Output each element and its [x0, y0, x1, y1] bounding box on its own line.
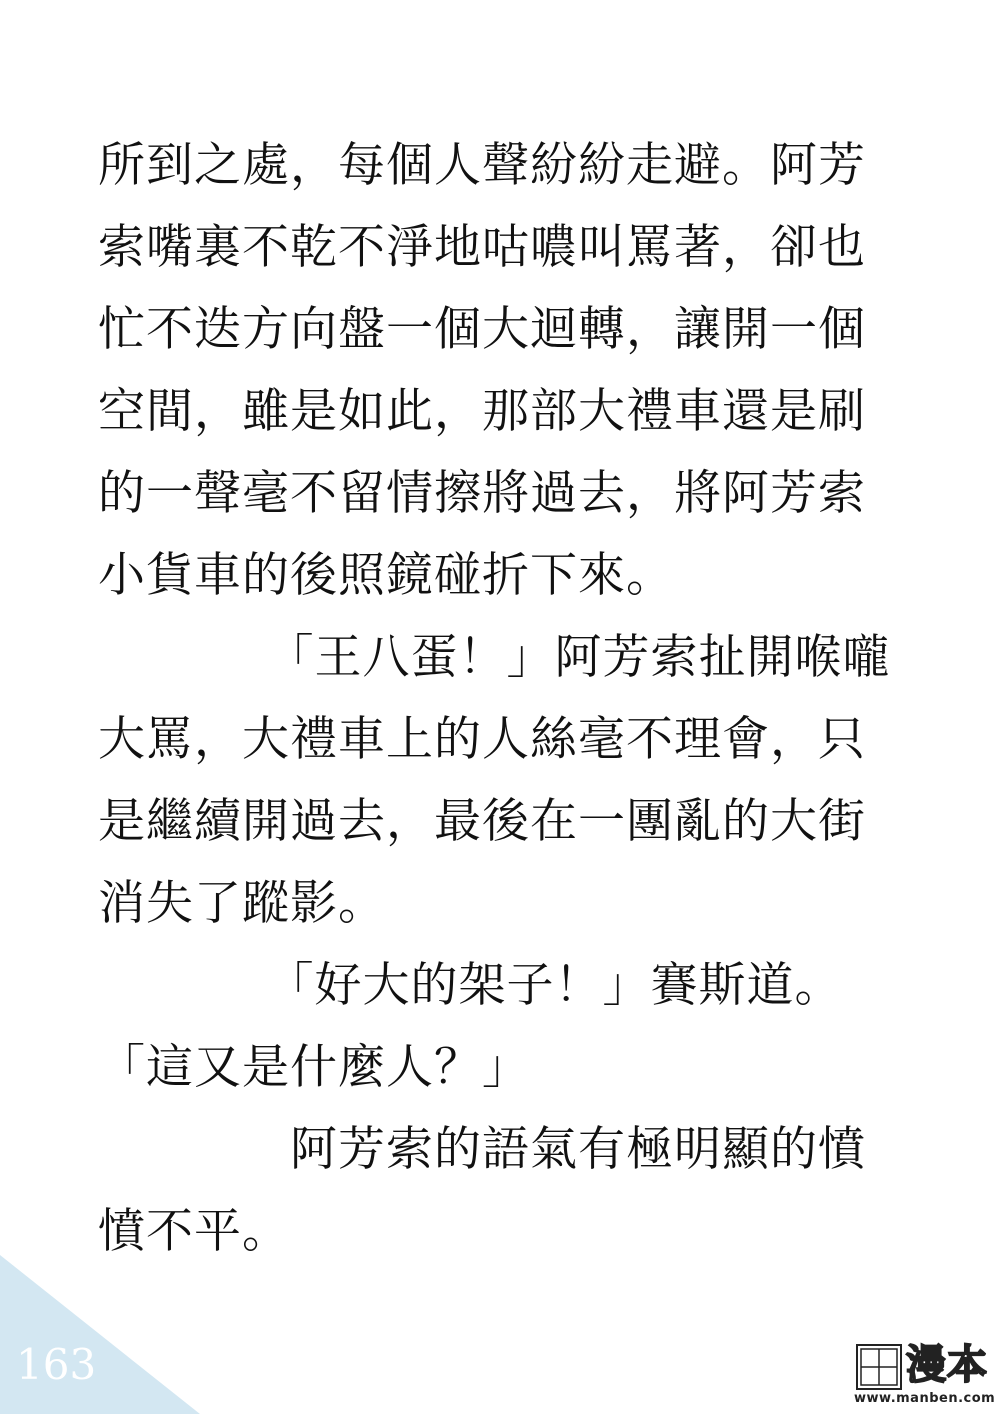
corner-decoration [0, 1255, 200, 1414]
page-number: 163 [16, 1340, 97, 1389]
text-line: 「王八蛋！」阿芳索扯開喉嚨 [98, 630, 891, 685]
text-line: 空間，雖是如此，那部大禮車還是刷 [98, 384, 866, 439]
text-line: 所到之處，每個人聲紛紛走避。阿芳 [98, 138, 866, 193]
text-line: 憤不平。 [98, 1204, 290, 1259]
text-line: 阿芳索的語氣有極明顯的憤 [98, 1122, 866, 1177]
logo-title: 漫本 [906, 1342, 988, 1388]
text-line: 「這又是什麼人？」 [98, 1040, 530, 1095]
text-line: 大罵，大禮車上的人絲毫不理會，只 [98, 712, 866, 767]
text-line: 是繼續開過去，最後在一團亂的大街 [98, 794, 866, 849]
text-line: 小貨車的後照鏡碰折下來。 [98, 548, 674, 603]
logo-url: www.manben.com [854, 1391, 996, 1406]
text-line: 忙不迭方向盤一個大迴轉，讓開一個 [98, 302, 866, 357]
site-logo [852, 1340, 996, 1406]
corner-triangle [0, 1255, 200, 1414]
logo-mark-icon [856, 1344, 902, 1390]
text-line: 索嘴裏不乾不淨地咕噥叫罵著，卻也 [98, 220, 866, 275]
text-line: 的一聲毫不留情擦將過去，將阿芳索 [98, 466, 866, 521]
text-line: 消失了蹤影。 [98, 876, 386, 931]
text-line: 「好大的架子！」賽斯道。 [98, 958, 843, 1013]
